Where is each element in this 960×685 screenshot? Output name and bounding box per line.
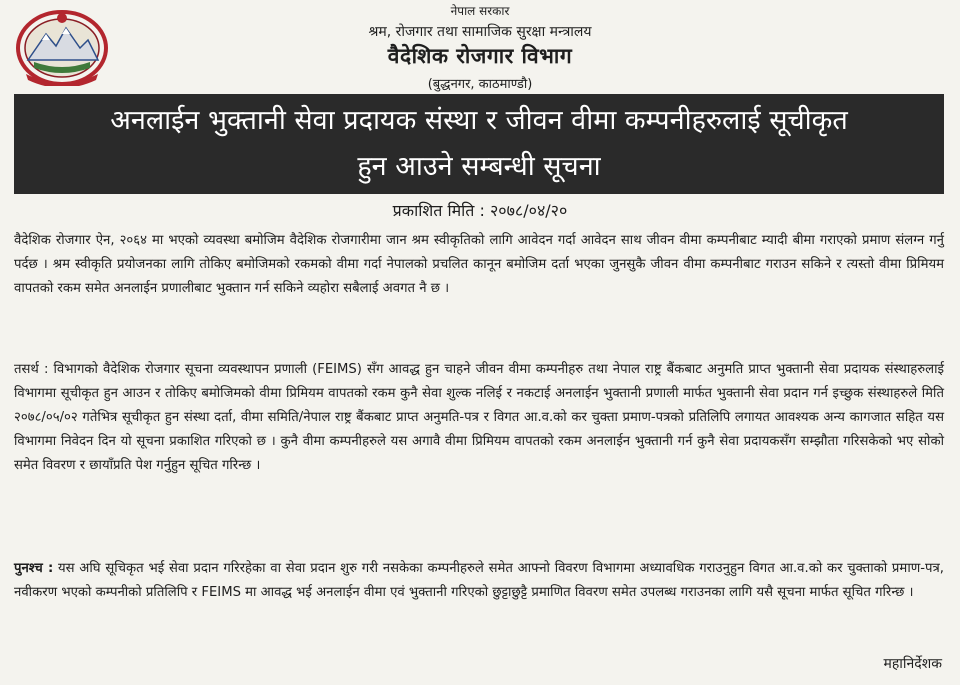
postscript-label: पुनश्च : [14,561,54,576]
notice-title-banner [14,94,944,194]
signatory-title: महानिर्देशक [883,656,942,672]
paragraph-postscript [14,557,944,605]
department-name: वैदेशिक रोजगार विभाग [387,44,573,68]
postscript-text: यस अघि सूचिकृत भई सेवा प्रदान गरिरहेका वा सेवा प्रदान शुरु गरी नसकेका कम्पनीहरुले समेत आफ्नो विवरण विभागमा अध्यावधिक गराउनुहुन विगत आ.व.को कर चुक्ताको प्रमाण-पत्र, नवीकरण भएको कम्पनीको प्रतिलिपि र FEIMS मा आवद्ध भई अनलाईन वीमा एवं भुक्तानी गरिएको छुट्टाछुट्टै प्रमाणित विवरण समेत उपलब्ध गराउनका लागि यसै सूचना मार्फत सूचित गरिन्छ । [14,561,944,600]
paragraph-call-for-listing: तसर्थ : विभागको वैदेशिक रोजगार सूचना व्यवस्थापन प्रणाली (FEIMS) सँग आवद्ध हुन चाहने जीवन वीमा कम्पनीहरु तथा नेपाल राष्ट्र बैंकबाट अनुमति प्राप्त भुक्तानी सेवा प्रदायक संस्थाहरुलाई विभागमा सूचीकृत हुन आउन र तोकिए बमोजिमको वीमा प्रिमियम वापतको रकम कुनै सेवा शुल्क नलिई र नकटाई अनलाईन भुक्तानी प्रणाली मार्फत भुक्तानी सेवा प्रदान गर्न इच्छुक संस्थाहरुले मिति २०७८/०५/०२ गतेभित्र सूचीकृत हुन संस्था दर्ता, वीमा समिति/नेपाल राष्ट्र बैंकबाट प्राप्त अनुमति-पत्र र विगत आ.व.को कर चुक्ता प्रमाण-पत्रको प्रतिलिपि लगायत आवश्यक अन्य कागजात सहित यस विभागमा निवेदन दिन यो सूचना प्रकाशित गरिएको छ । कुनै वीमा कम्पनीहरुले यस अगावै वीमा प्रिमियम वापतको रकम अनलाईन भुक्तानी गर्न कुनै सेवा प्रदायकसँग सम्झौता गरिसकेको भए सोको समेत विवरण र छायाँप्रति पेश गर्नुहुन सूचित गरिन्छ । [14,362,944,473]
published-date: प्रकाशित मिति : २०७८/०४/२० [392,201,568,220]
notice-title-line-1: अनलाईन भुक्तानी सेवा प्रदायक संस्था र जीवन वीमा कम्पनीहरुलाई सूचीकृत [110,105,848,136]
department-address: (बुद्धनगर, काठमाण्डौ) [427,77,533,92]
paragraph-intro: वैदेशिक रोजगार ऐन, २०६४ मा भएको व्यवस्था बमोजिम वैदेशिक रोजगारीमा जान श्रम स्वीकृतिको लागि आवेदन गर्दा आवेदन साथ जीवन वीमा कम्पनीबाट म्यादी बीमा गराएको प्रमाण संलग्न गर्नु पर्दछ । श्रम स्वीकृति प्रयोजनका लागि तोकिए बमोजिमको रकमको वीमा गर्दा नेपालको प्रचलित कानून बमोजिम दर्ता भएका जुनसुकै जीवन वीमा कम्पनीबाट गराउन सकिने र त्यस्तो वीमा प्रिमियम वापतको रकम समेत अनलाईन प्रणालीबाट भुक्तान गर्न सकिने व्यहोरा सबैलाई अवगत नै छ । [14,233,944,296]
notice-title-line-2: हुन आउने सम्बन्धी सूचना [357,151,601,182]
ministry-name: श्रम, रोजगार तथा सामाजिक सुरक्षा मन्त्रालय [368,24,592,40]
government-name: नेपाल सरकार [450,4,510,18]
